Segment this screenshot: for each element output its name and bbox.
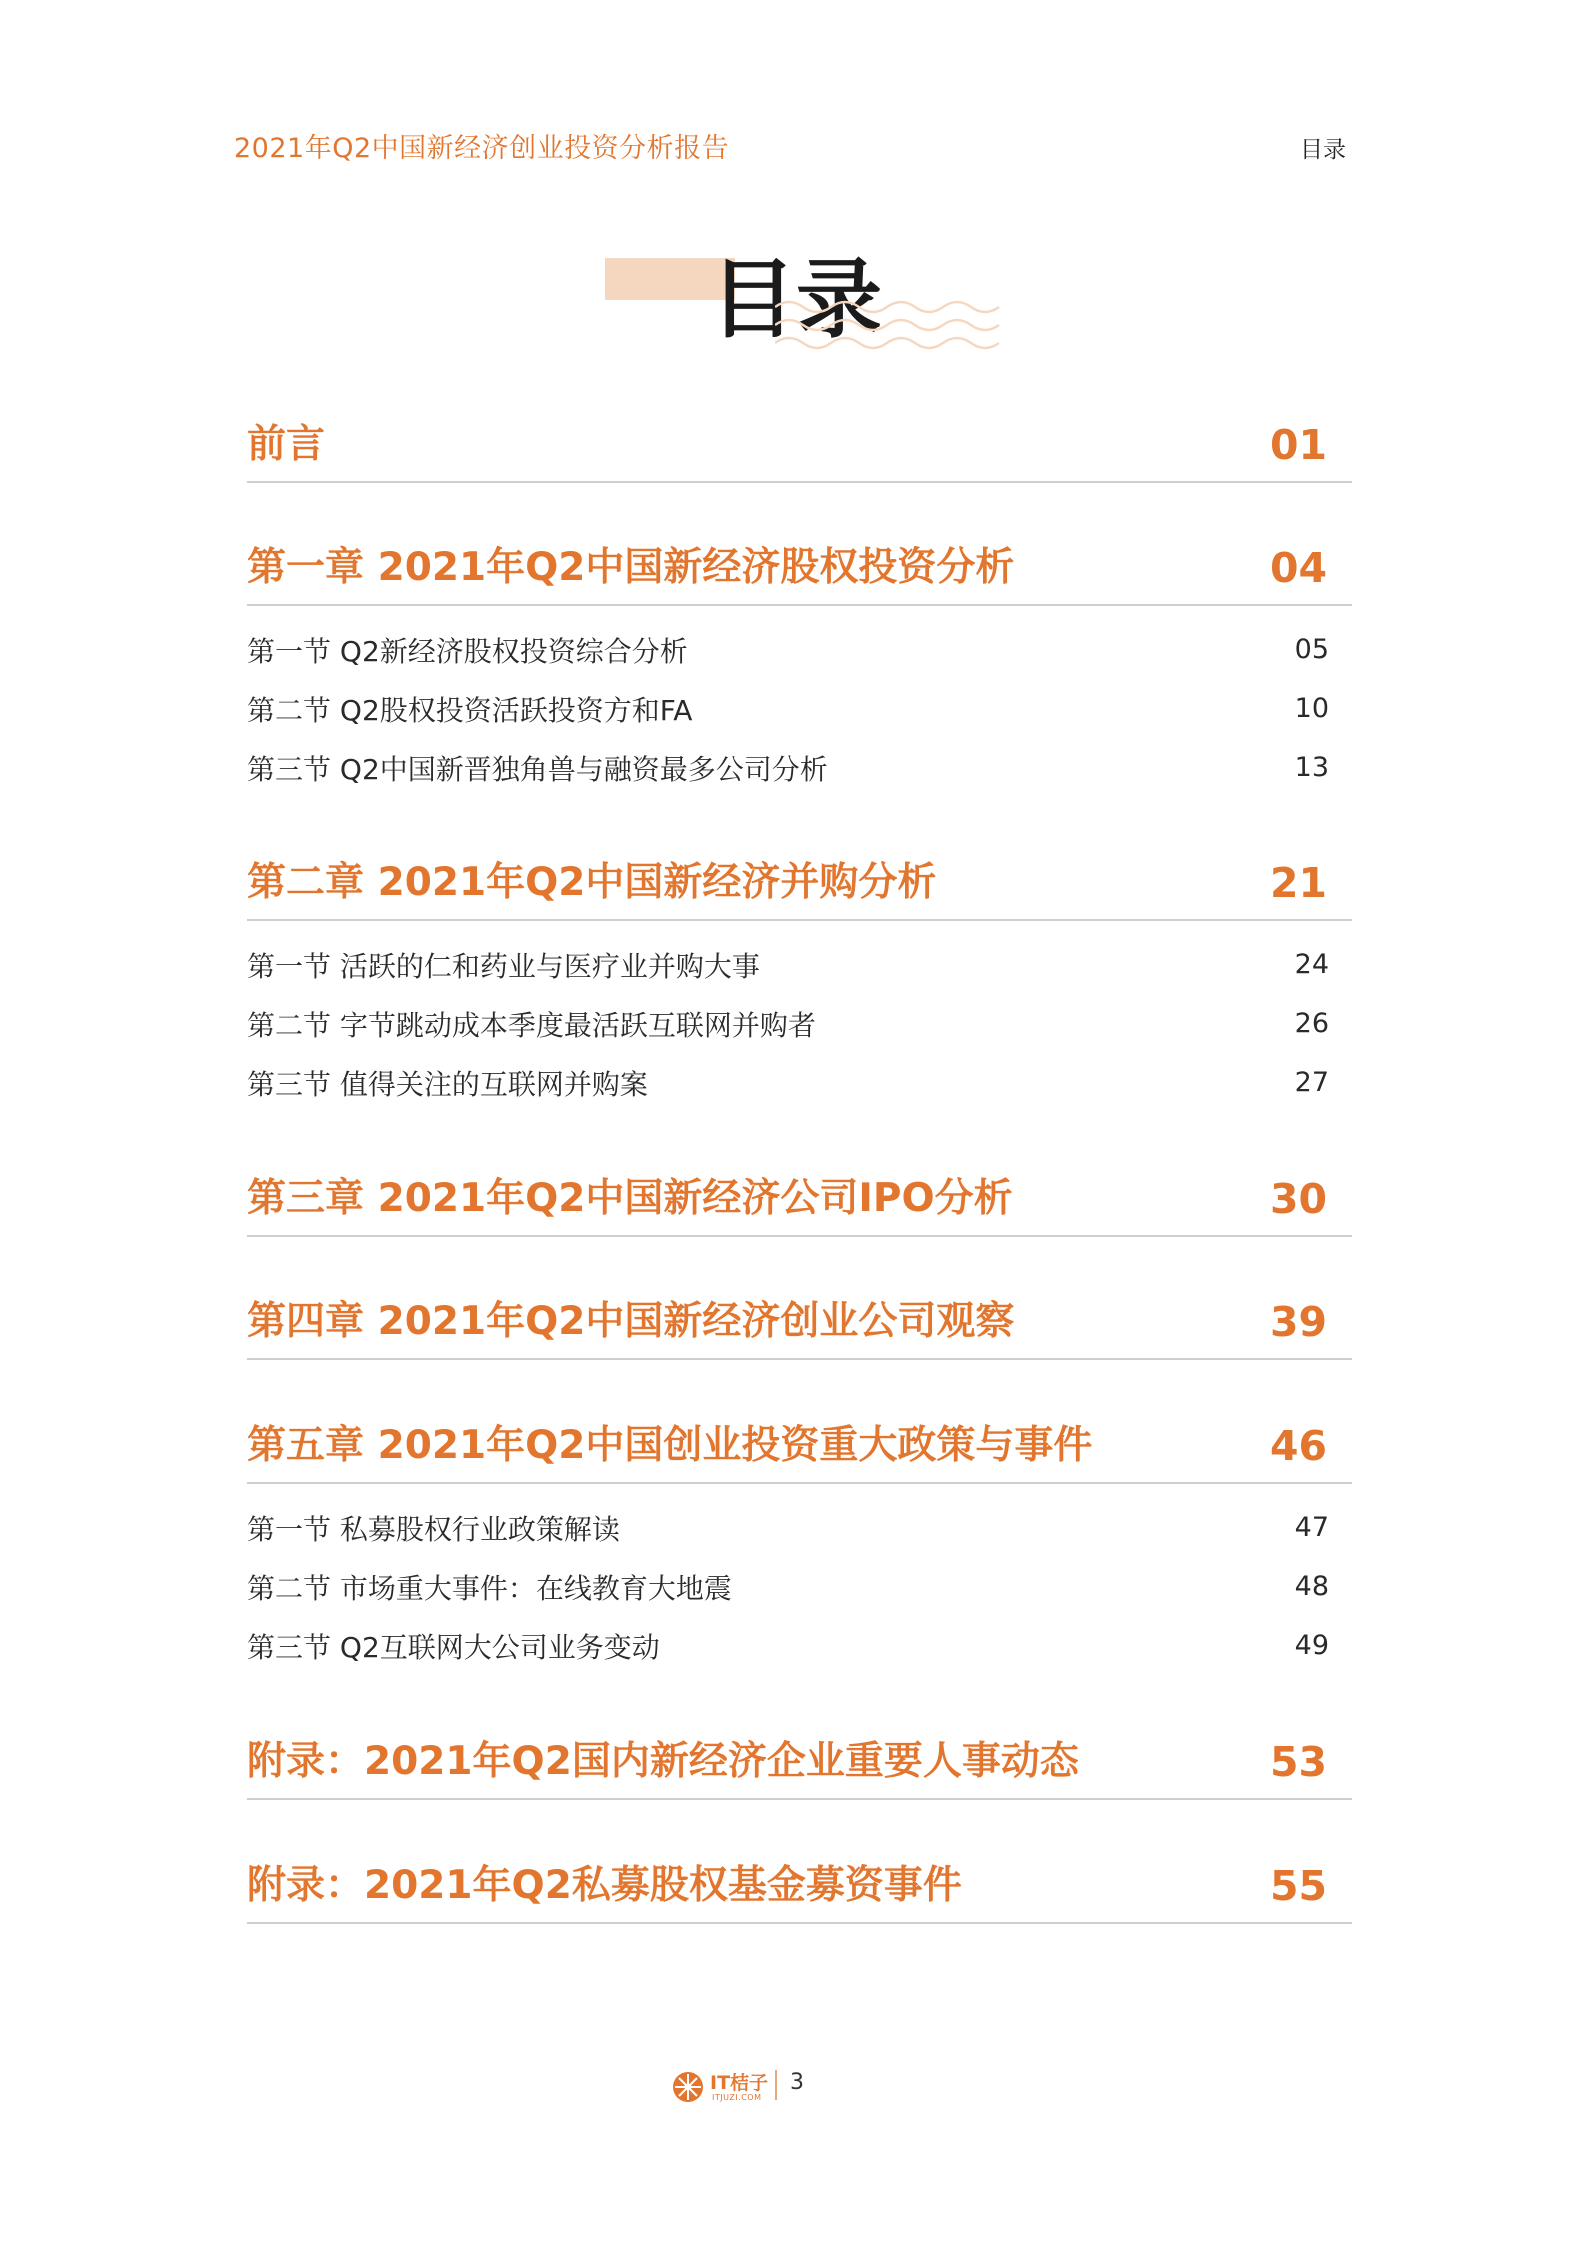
chapter-page: 46 <box>1269 1422 1327 1470</box>
toc-chapter-row[interactable] <box>247 540 1352 606</box>
chapter-page: 04 <box>1269 544 1327 592</box>
chapter-title: 第五章 2021年Q2中国创业投资重大政策与事件 <box>247 1423 1093 1468</box>
header-section-label: 目录 <box>1300 137 1346 163</box>
section-page: 10 <box>1294 693 1329 724</box>
footer-divider <box>775 2070 777 2100</box>
chapter-title: 第四章 2021年Q2中国新经济创业公司观察 <box>247 1299 1015 1344</box>
toc-heading-block <box>600 250 1020 380</box>
toc-section-row[interactable] <box>247 1626 1329 1662</box>
section-page: 48 <box>1294 1571 1329 1602</box>
toc-section-row[interactable] <box>247 1004 1329 1040</box>
section-page: 49 <box>1294 1630 1329 1661</box>
toc-heading: 目录 <box>710 250 882 350</box>
section-page: 05 <box>1294 634 1329 665</box>
section-page: 26 <box>1294 1008 1329 1039</box>
report-title: 2021年Q2中国新经济创业投资分析报告 <box>234 133 730 164</box>
section-page: 27 <box>1294 1067 1329 1098</box>
section-title: 第二节 市场重大事件：在线教育大地震 <box>247 1572 732 1605</box>
section-title: 第三节 Q2中国新晋独角兽与融资最多公司分析 <box>247 753 828 786</box>
section-title: 第一节 私募股权行业政策解读 <box>247 1513 620 1546</box>
section-page: 24 <box>1294 949 1329 980</box>
section-page: 13 <box>1294 752 1329 783</box>
orange-slice-logo-icon <box>672 2071 704 2103</box>
chapter-title: 附录：2021年Q2私募股权基金募资事件 <box>247 1863 962 1908</box>
toc-section-row[interactable] <box>247 1567 1329 1603</box>
toc-chapter-row[interactable] <box>247 855 1352 921</box>
section-title: 第二节 Q2股权投资活跃投资方和FA <box>247 694 693 727</box>
toc-chapter-row[interactable] <box>247 1171 1352 1237</box>
chapter-title: 附录：2021年Q2国内新经济企业重要人事动态 <box>247 1739 1079 1784</box>
chapter-page: 01 <box>1269 421 1327 469</box>
toc-chapter-row[interactable] <box>247 417 1352 483</box>
section-title: 第一节 活跃的仁和药业与医疗业并购大事 <box>247 950 760 983</box>
section-page: 47 <box>1294 1512 1329 1543</box>
toc-chapter-row[interactable] <box>247 1294 1352 1360</box>
toc-chapter-row[interactable] <box>247 1734 1352 1800</box>
chapter-title: 第三章 2021年Q2中国新经济公司IPO分析 <box>247 1176 1013 1221</box>
toc-chapter-row[interactable] <box>247 1418 1352 1484</box>
toc-section-row[interactable] <box>247 630 1329 666</box>
chapter-title: 第二章 2021年Q2中国新经济并购分析 <box>247 860 937 905</box>
decorative-waves-icon <box>775 295 1005 365</box>
logo-text: IT桔子 <box>710 2072 769 2094</box>
chapter-page: 55 <box>1269 1862 1327 1910</box>
chapter-title: 前言 <box>247 422 326 467</box>
section-title: 第三节 值得关注的互联网并购案 <box>247 1068 648 1101</box>
toc-section-row[interactable] <box>247 1508 1329 1544</box>
section-title: 第二节 字节跳动成本季度最活跃互联网并购者 <box>247 1009 816 1042</box>
chapter-page: 53 <box>1269 1738 1327 1786</box>
section-title: 第三节 Q2互联网大公司业务变动 <box>247 1631 660 1664</box>
logo-subtext: ITJUZI.COM <box>712 2093 762 2102</box>
toc-section-row[interactable] <box>247 945 1329 981</box>
toc-section-row[interactable] <box>247 748 1329 784</box>
toc-chapter-row[interactable] <box>247 1858 1352 1924</box>
toc-section-row[interactable] <box>247 689 1329 725</box>
toc-section-row[interactable] <box>247 1063 1329 1099</box>
chapter-title: 第一章 2021年Q2中国新经济股权投资分析 <box>247 545 1015 590</box>
page-number: 3 <box>790 2070 804 2095</box>
section-title: 第一节 Q2新经济股权投资综合分析 <box>247 635 688 668</box>
chapter-page: 30 <box>1269 1175 1327 1223</box>
chapter-page: 21 <box>1269 859 1327 907</box>
chapter-page: 39 <box>1269 1298 1327 1346</box>
